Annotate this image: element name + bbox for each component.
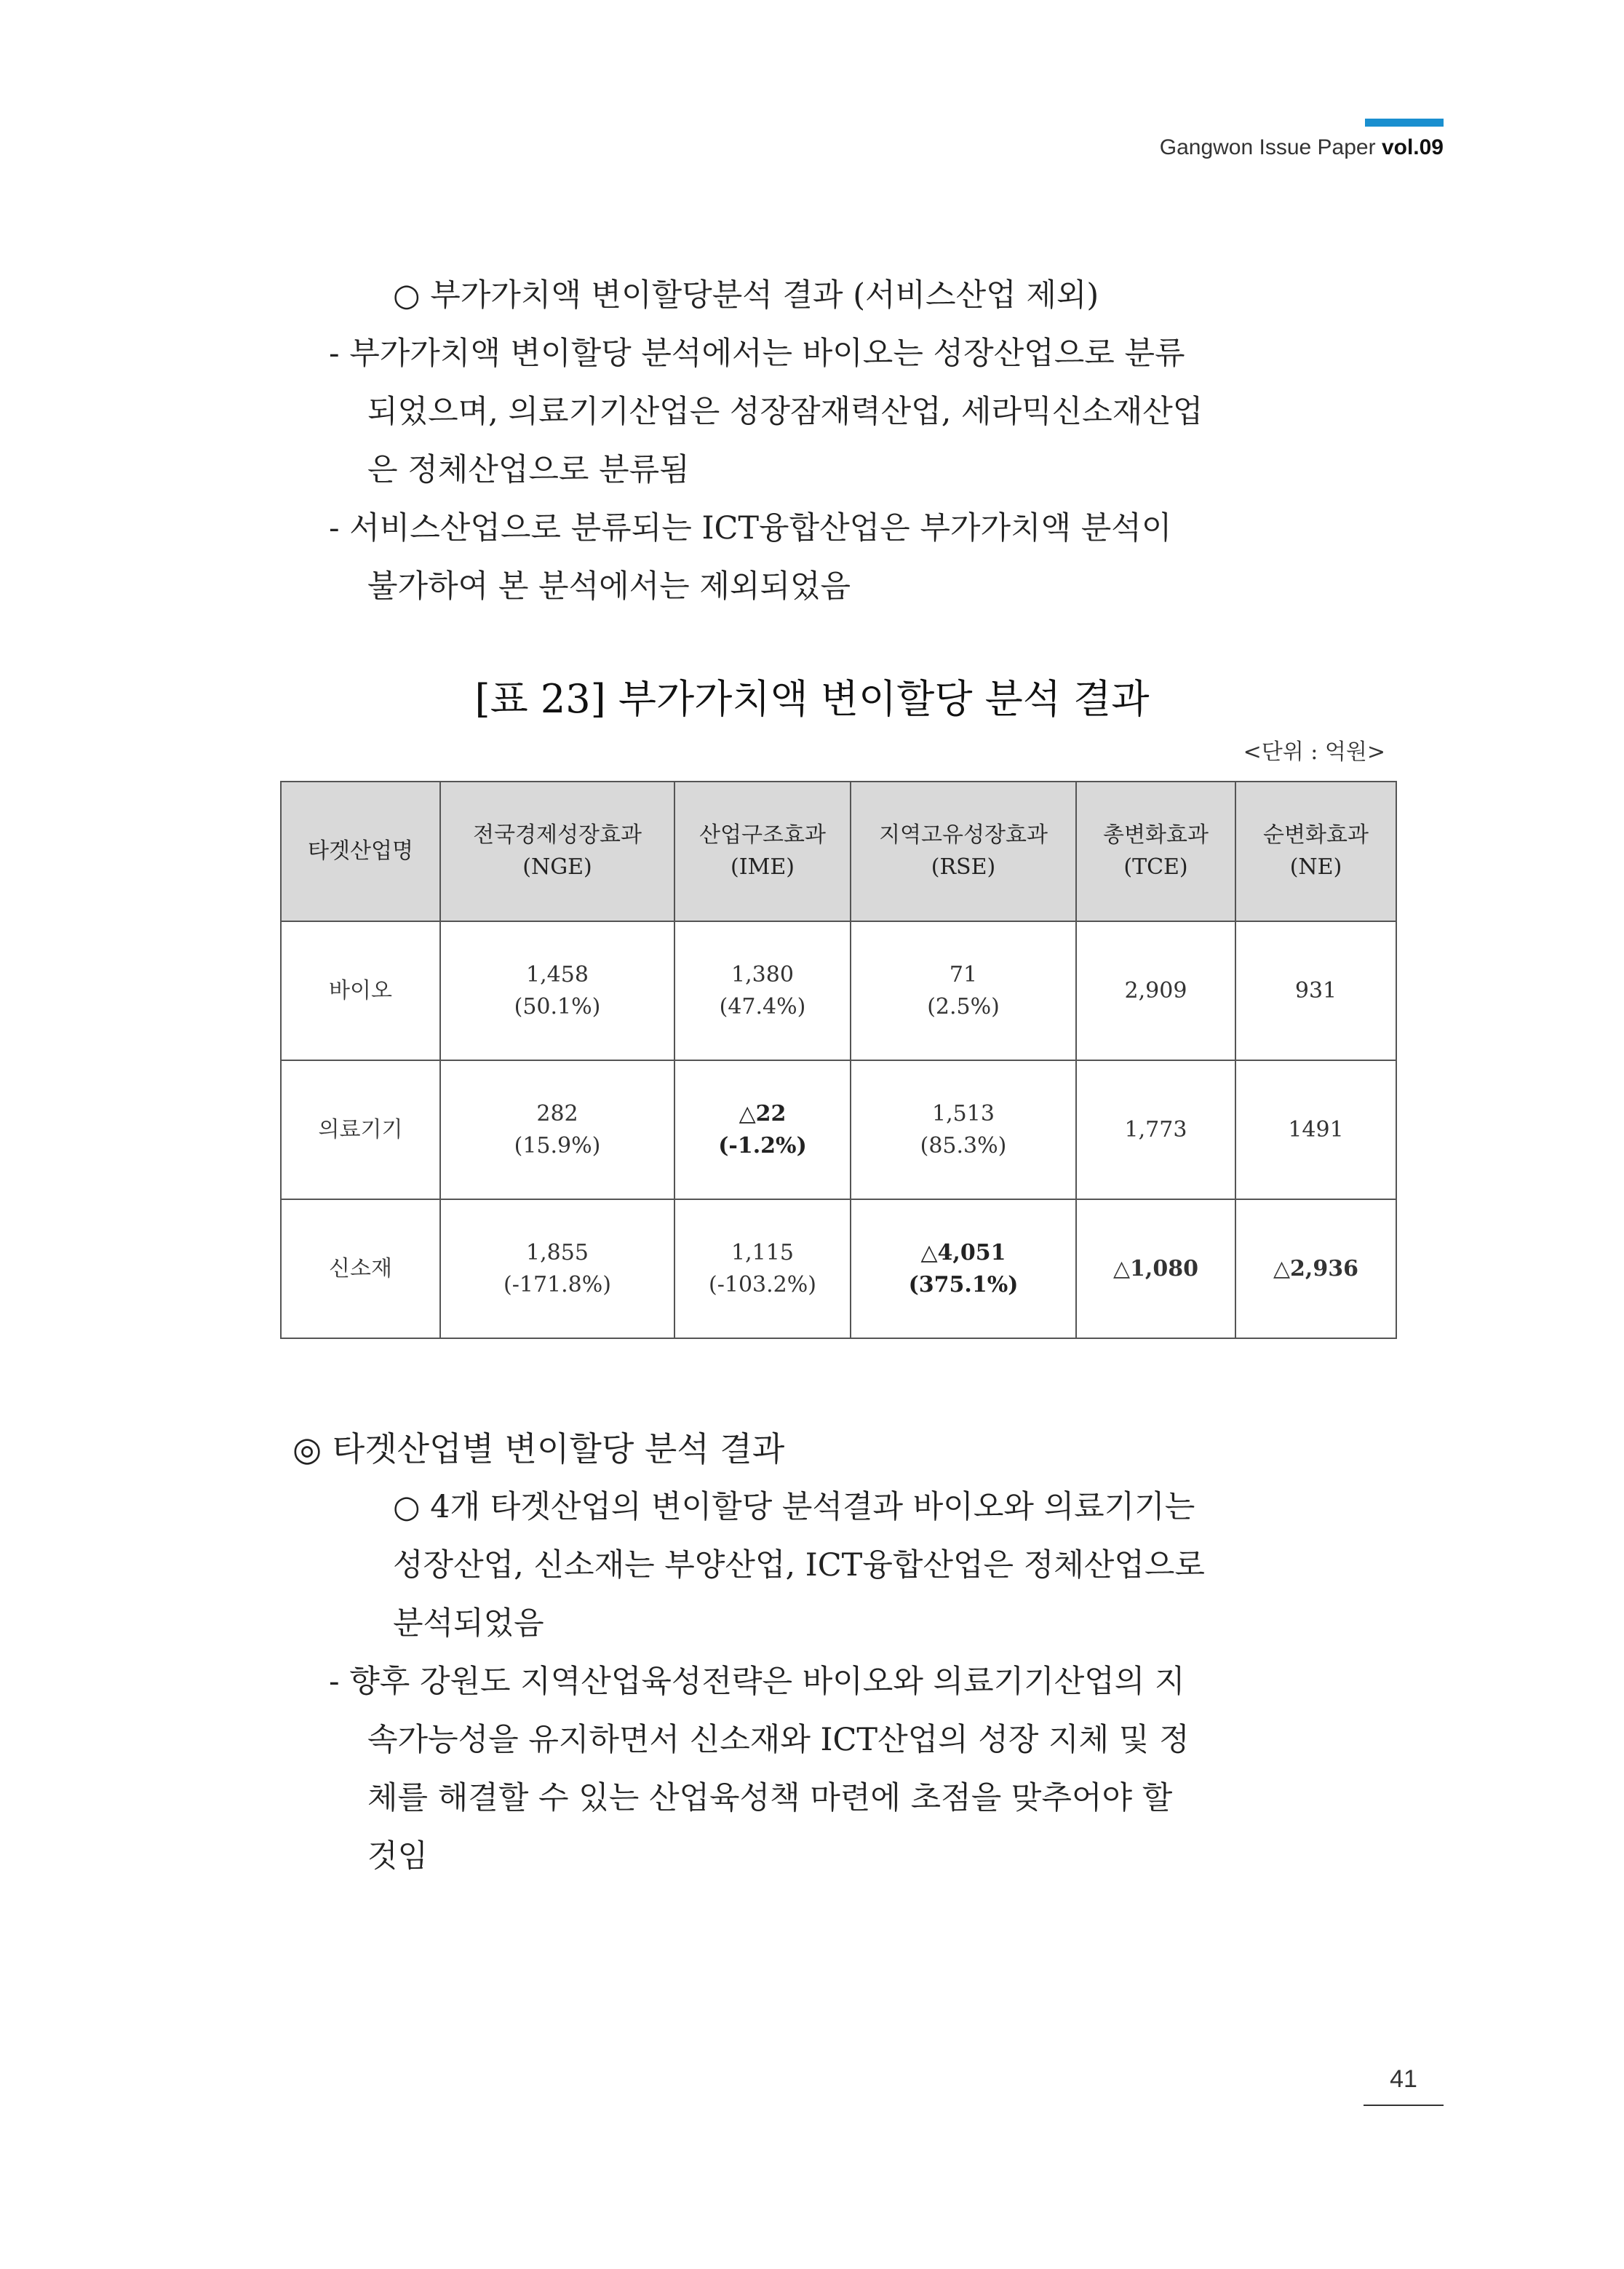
- section2-sub-line3: 분석되었음: [393, 1605, 544, 1642]
- table-title: [표 23] 부가가치액 변이할당 분석 결과: [474, 676, 1150, 722]
- table-row: [281, 1060, 1396, 1199]
- section2-sub-line1: ○ 4개 타겟산업의 변이할당 분석결과 바이오와 의료기기는: [393, 1489, 1195, 1525]
- cell-tce: 1,773: [1076, 1060, 1235, 1199]
- section1-bullet1-line3: 은 정체산업으로 분류됨: [367, 452, 690, 488]
- cell-tce: 2,909: [1076, 921, 1235, 1060]
- section1-heading: ○ 부가가치액 변이할당분석 결과 (서비스산업 제외): [393, 277, 1099, 314]
- header-cell-nge: 전국경제성장효과 (NGE): [440, 782, 674, 921]
- cell-ne: 1491: [1235, 1060, 1396, 1199]
- header-cell-ime: 산업구조효과 (IME): [674, 782, 851, 921]
- cell-rse: △4,051 (375.1%): [851, 1199, 1076, 1338]
- cell-ime: 1,115 (-103.2%): [674, 1199, 851, 1338]
- header-cell-rse: 지역고유성장효과 (RSE): [851, 782, 1076, 921]
- section1-bullet1-line1: - 부가가치액 변이할당 분석에서는 바이오는 성장산업으로 분류: [329, 335, 1185, 372]
- section2-bullet-line4: 것임: [367, 1838, 429, 1875]
- table-row: [281, 921, 1396, 1060]
- table-header-row: [281, 782, 1396, 921]
- section2-bullet-line1: - 향후 강원도 지역산업육성전략은 바이오와 의료기기산업의 지: [329, 1664, 1185, 1700]
- header-cell-tce: 총변화효과 (TCE): [1076, 782, 1235, 921]
- cell-nge: 1,458 (50.1%): [440, 921, 674, 1060]
- page-number: 41: [1390, 2065, 1417, 2093]
- section1-bullet2-line1: - 서비스산업으로 분류되는 ICT융합산업은 부가가치액 분석이: [329, 510, 1172, 547]
- row-industry-name: 바이오: [281, 921, 440, 1060]
- section2-sub-line2: 성장산업, 신소재는 부양산업, ICT융합산업은 정체산업으로: [393, 1547, 1205, 1583]
- cell-ne: △2,936: [1235, 1199, 1396, 1338]
- cell-tce: △1,080: [1076, 1199, 1235, 1338]
- cell-rse: 71 (2.5%): [851, 921, 1076, 1060]
- table-row: [281, 1199, 1396, 1338]
- cell-ime: 1,380 (47.4%): [674, 921, 851, 1060]
- row-industry-name: 의료기기: [281, 1060, 440, 1199]
- section2-heading: ◎ 타겟산업별 변이할당 분석 결과: [292, 1429, 785, 1469]
- section2-bullet-line3: 체를 해결할 수 있는 산업육성책 마련에 초점을 맞추어야 할: [367, 1780, 1173, 1816]
- header-accent-bar: [1365, 119, 1444, 127]
- cell-ime: △22 (-1.2%): [674, 1060, 851, 1199]
- header-cell-ne: 순변화효과 (NE): [1235, 782, 1396, 921]
- section1-bullet2-line2: 불가하여 본 분석에서는 제외되었음: [367, 568, 851, 605]
- header-cell-target-industry: 타겟산업명: [281, 782, 440, 921]
- cell-nge: 282 (15.9%): [440, 1060, 674, 1199]
- cell-nge: 1,855 (-171.8%): [440, 1199, 674, 1338]
- header-volume: vol.09: [1381, 135, 1444, 159]
- section2-bullet-line2: 속가능성을 유지하면서 신소재와 ICT산업의 성장 지체 및 정: [367, 1722, 1190, 1758]
- header-title: Gangwon Issue Paper: [1159, 135, 1376, 159]
- table-unit: <단위 : 억원>: [1243, 739, 1385, 765]
- cell-rse: 1,513 (85.3%): [851, 1060, 1076, 1199]
- running-header: [1160, 135, 1444, 160]
- shift-share-table: [280, 781, 1397, 1339]
- section1-bullet1-line2: 되었으며, 의료기기산업은 성장잠재력산업, 세라믹신소재산업: [367, 394, 1203, 430]
- page-number-rule: [1364, 2105, 1444, 2106]
- cell-ne: 931: [1235, 921, 1396, 1060]
- row-industry-name: 신소재: [281, 1199, 440, 1338]
